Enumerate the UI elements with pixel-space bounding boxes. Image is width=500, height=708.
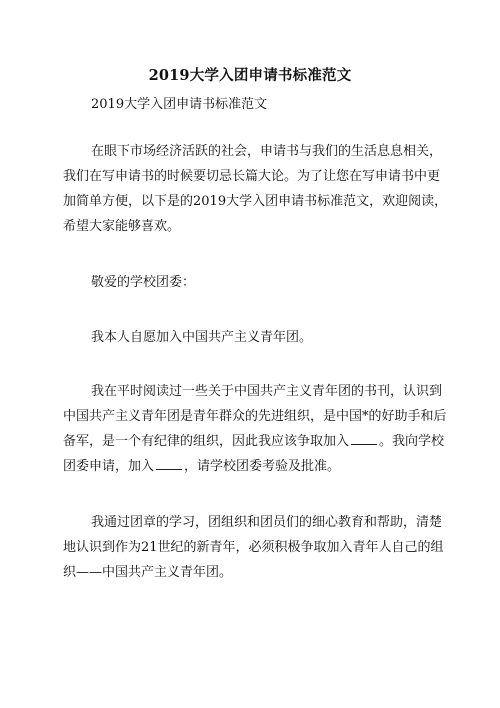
salutation-paragraph [63,270,443,295]
paragraph-line: 我通过团章的学习，团组织和团员们的细心教育和帮助，清楚 [91,515,443,530]
paragraph-line [63,454,443,479]
line-text: 备军，是一个有纪律的组织，因此我应该争取加入 [63,434,350,449]
intro-paragraph [63,139,448,239]
fill-in-blank [351,432,377,445]
statement-paragraph [63,325,443,350]
line-text: 。我向学校 [379,434,445,449]
statement: 我本人自愿加入中国共产主义青年团。 [91,330,313,345]
document-title: 2019大学入团申请书标准范文 [148,67,352,84]
fill-in-blank [156,457,182,470]
intro-line: 希望大家能够喜欢。 [63,219,181,234]
application-paragraph [63,379,447,479]
study-paragraph [63,510,443,585]
paragraph-line: 织——中国共产主义青年团。 [63,565,233,580]
paragraph-line: 我在平时阅读过一些关于中国共产主义青年团的书刊，认识到 [91,384,443,399]
paragraph-line: 地认识到作为21世纪的新青年，必须积极争取加入青年人自己的组 [63,540,444,555]
line-text: ，请学校团委考验及批准。 [184,459,341,474]
intro-line: 我们在写申请书的时候要切忌长篇大论。为了让您在写申请书中更 [63,169,441,184]
salutation: 敬爱的学校团委： [91,275,196,290]
paragraph-line [63,429,443,454]
paragraph-line: 中国共产主义青年团是青年群众的先进组织，是中国*的好助手和后 [63,409,447,424]
intro-line: 在眼下市场经济活跃的社会，申请书与我们的生活息息相关， [91,144,443,159]
document-subtitle: 2019大学入团申请书标准范文 [91,97,268,112]
intro-line: 加简单方便，以下是的2019大学入团申请书标准范文，欢迎阅读， [63,194,448,209]
line-text: 团委申请，加入 [63,459,155,474]
